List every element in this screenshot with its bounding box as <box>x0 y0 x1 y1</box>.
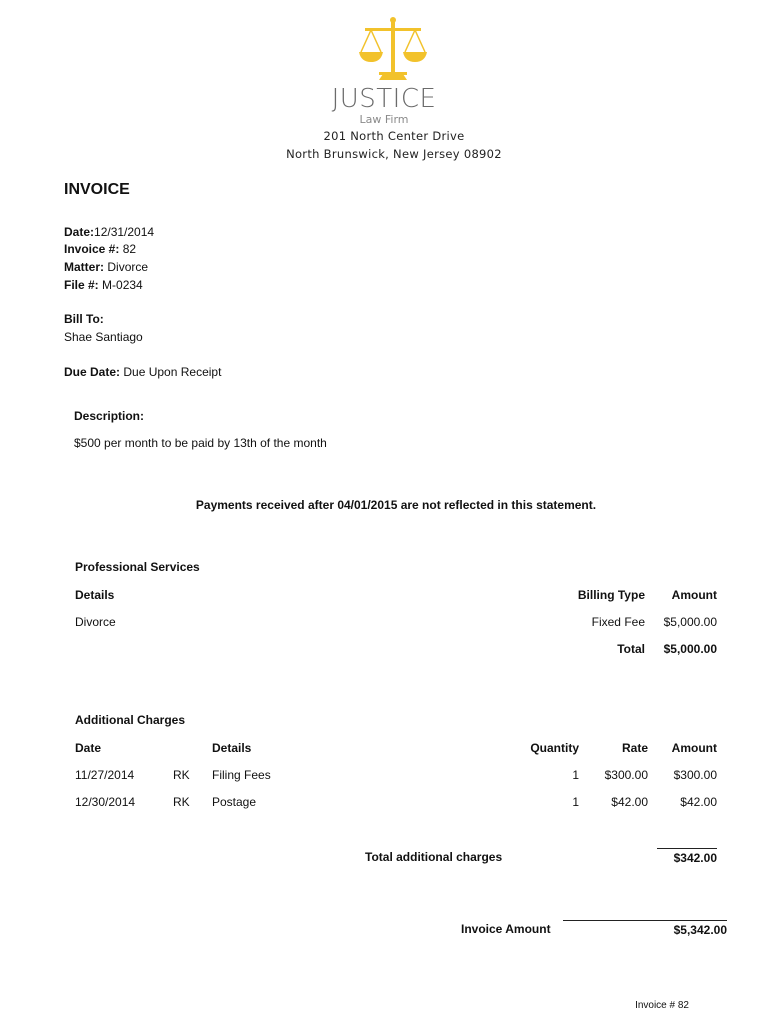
bill-to-label: Bill To: <box>64 312 104 326</box>
invoice-number-label: Invoice #: <box>64 242 120 256</box>
ac-row-rate: $300.00 <box>604 768 648 782</box>
file-value: M-0234 <box>102 278 143 292</box>
ps-header-amount: Amount <box>671 588 717 602</box>
file-label: File #: <box>64 278 99 292</box>
description-text: $500 per month to be paid by 13th of the month <box>74 436 327 450</box>
ac-row-quantity: 1 <box>572 768 579 782</box>
invoice-amount-value: $5,342.00 <box>673 923 727 937</box>
ac-header-quantity: Quantity <box>530 741 579 755</box>
ps-header-details: Details <box>75 588 115 602</box>
grand-total-rule <box>563 920 727 921</box>
due-date <box>64 364 221 381</box>
ac-row-initials: RK <box>173 795 190 809</box>
bill-to-value: Shae Santiago <box>64 330 143 344</box>
matter-value: Divorce <box>107 260 149 274</box>
ac-header-rate: Rate <box>621 741 648 755</box>
footer-page-label: Invoice # 82 <box>635 1000 689 1011</box>
firm-subtitle: Law Firm <box>359 113 409 126</box>
subtotal-rule <box>657 848 717 849</box>
additional-charges-title: Additional Charges <box>75 713 186 727</box>
ac-row-amount: $300.00 <box>673 768 717 782</box>
ac-row-quantity: 1 <box>572 795 579 809</box>
address-line-2: North Brunswick, New Jersey 08902 <box>286 147 502 161</box>
due-date-label: Due Date: <box>64 365 121 379</box>
ac-row-details: Postage <box>212 795 257 809</box>
ps-row-details: Divorce <box>75 615 116 629</box>
ps-row-billing-type: Fixed Fee <box>591 615 645 629</box>
invoice-file <box>64 277 143 294</box>
ac-row-initials: RK <box>173 768 190 782</box>
ac-row-amount: $42.00 <box>680 795 717 809</box>
invoice-date <box>64 224 154 241</box>
ac-row-rate: $42.00 <box>611 795 648 809</box>
ps-row-amount: $5,000.00 <box>663 615 717 629</box>
invoice-number-value: 82 <box>122 242 137 256</box>
due-date-value: Due Upon Receipt <box>123 365 222 379</box>
ac-total-label: Total additional charges <box>365 850 503 864</box>
invoice-title: INVOICE <box>64 181 130 198</box>
description-label: Description: <box>74 409 145 423</box>
ac-header-amount: Amount <box>671 741 717 755</box>
ac-row-date: 11/27/2014 <box>75 768 135 782</box>
invoice-amount-label: Invoice Amount <box>461 922 551 936</box>
ac-header-details: Details <box>212 741 252 755</box>
date-value: 12/31/2014 <box>94 225 155 239</box>
ps-header-billing-type: Billing Type <box>577 588 645 602</box>
scales-of-justice-icon <box>357 16 429 82</box>
ps-total-value: $5,000.00 <box>663 642 717 656</box>
payment-notice: Payments received after 04/01/2015 are not reflected in this statement. <box>195 498 597 512</box>
ps-total-label: Total <box>617 642 645 656</box>
firm-name: JUSTICE <box>331 84 437 114</box>
ac-row-details: Filing Fees <box>212 768 271 782</box>
professional-services-title: Professional Services <box>75 560 200 574</box>
address-line-1: 201 North Center Drive <box>323 129 465 143</box>
invoice-number <box>64 241 136 258</box>
matter-label: Matter: <box>64 260 105 274</box>
ac-row-date: 12/30/2014 <box>75 795 136 809</box>
ac-header-date: Date <box>75 741 102 755</box>
invoice-matter <box>64 259 148 276</box>
date-label: Date: <box>64 225 95 239</box>
ac-total-value: $342.00 <box>673 851 717 865</box>
